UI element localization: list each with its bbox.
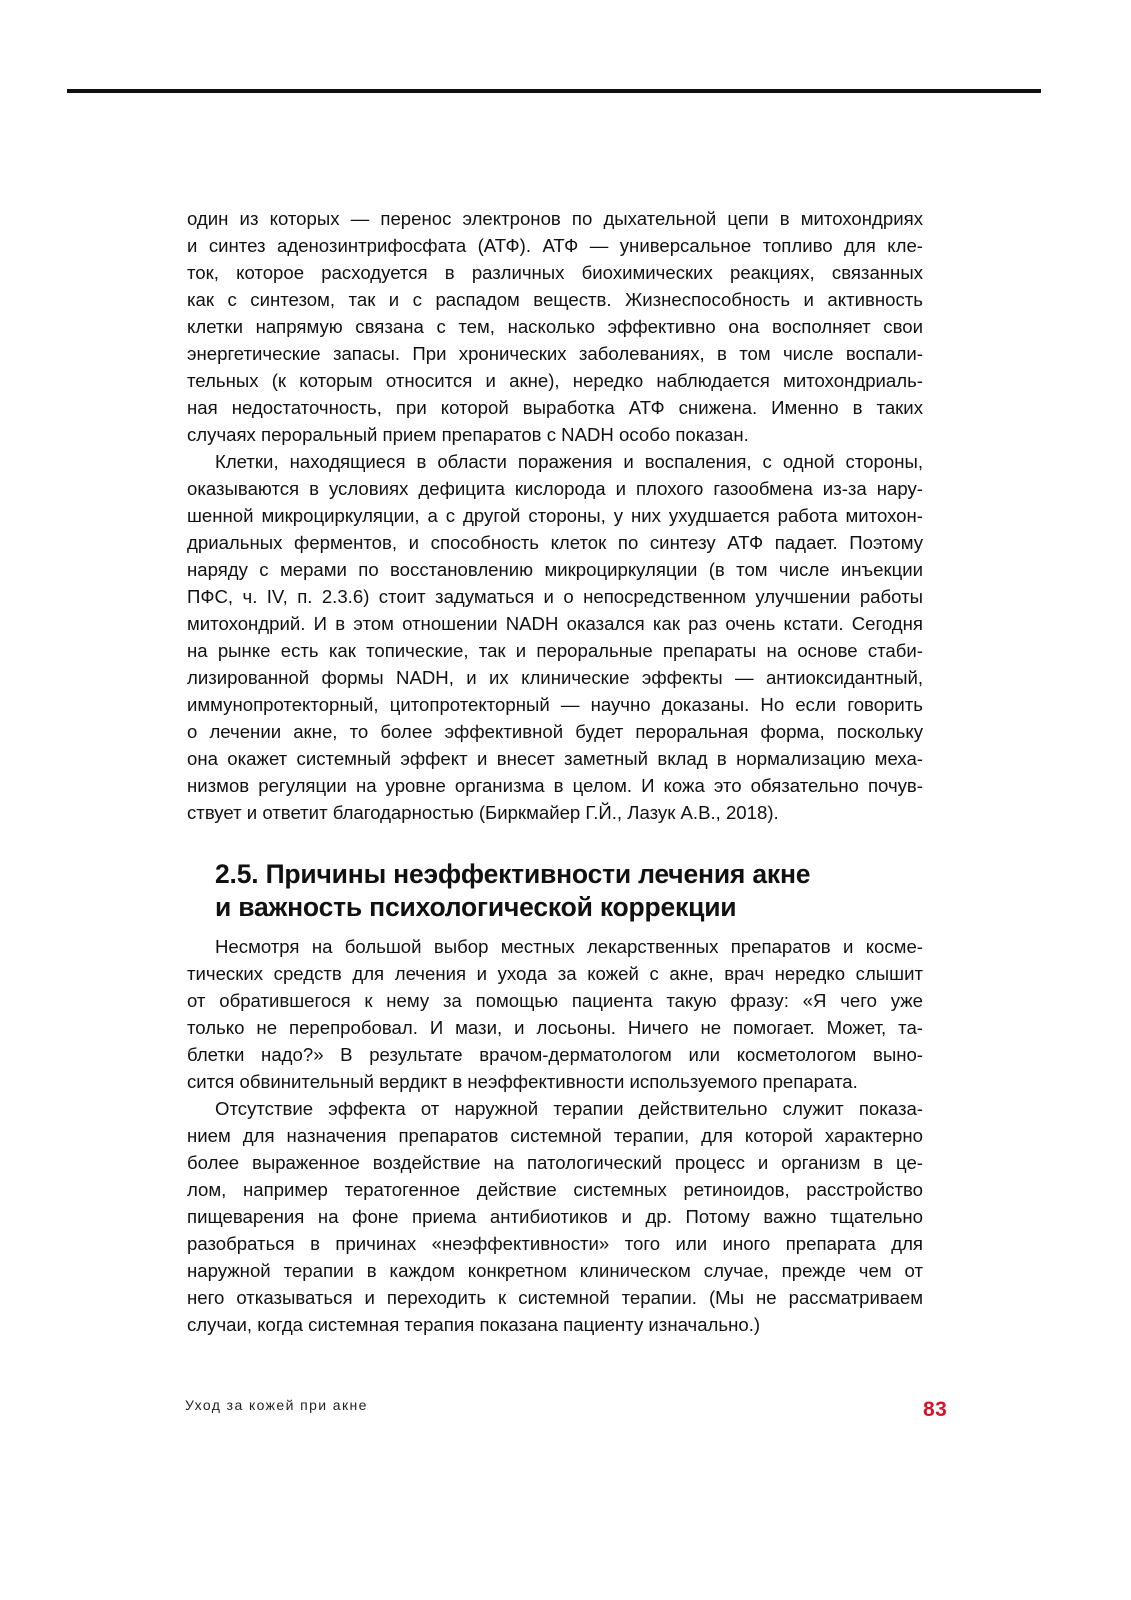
- text-line: один из которых — перенос электронов по дыхательной цепи в митохондриях: [187, 208, 923, 229]
- text-line: лизированной формы NADH, и их клинические эффекты — антиоксидантный,: [187, 667, 923, 688]
- text-line: ствует и ответит благодарностью (Биркмайер Г.Й., Лазук А.В., 2018).: [187, 802, 779, 823]
- text-line: от обратившегося к нему за помощью пациента такую фразу: «Я чего уже: [187, 990, 923, 1011]
- text-line: блетки надо?» В результате врачом-дерматологом или косметологом выно-: [187, 1044, 923, 1065]
- heading-line: и важность психологической коррекции: [215, 892, 737, 922]
- text-line: ток, которое расходуется в различных биохимических реакциях, связанных: [187, 262, 923, 283]
- text-line: сится обвинительный вердикт в неэффективности используемого препарата.: [187, 1071, 858, 1092]
- text-line: Несмотря на большой выбор местных лекарственных препаратов и косме-: [215, 936, 923, 957]
- section-paragraph-1: [187, 933, 923, 1095]
- text-line: случаи, когда системная терапия показана пациенту изначально.): [187, 1314, 761, 1335]
- text-line: нием для назначения препаратов системной терапии, для которой характерно: [187, 1125, 923, 1146]
- section-heading: [187, 858, 923, 924]
- text-line: митохондрий. И в этом отношении NADH оказался как раз очень кстати. Сегодня: [187, 613, 923, 634]
- text-line: на рынке есть как топические, так и пероральные препараты на основе стаби-: [187, 640, 923, 661]
- section-paragraph-2: [187, 1095, 923, 1338]
- text-line: клетки напрямую связана с тем, насколько эффективно она восполняет свои: [187, 316, 923, 337]
- body-paragraph-2: [187, 448, 923, 826]
- top-rule: [67, 89, 1041, 93]
- text-line: дриальных ферментов, и способность клеток по синтезу АТФ падает. Поэтому: [187, 532, 923, 553]
- page-content: [187, 205, 923, 1338]
- text-line: оказываются в условиях дефицита кислорода и плохого газообмена из-за нару-: [187, 478, 923, 499]
- text-line: наряду с мерами по восстановлению микроциркуляции (в том числе инъекции: [187, 559, 923, 580]
- heading-line: 2.5. Причины неэффективности лечения акне: [215, 859, 811, 889]
- text-line: иммунопротекторный, цитопротекторный — научно доказаны. Но если говорить: [187, 694, 923, 715]
- text-line: Клетки, находящиеся в области поражения и воспаления, с одной стороны,: [215, 451, 923, 472]
- text-line: Отсутствие эффекта от наружной терапии действительно служит показа-: [215, 1098, 923, 1119]
- text-line: шенной микроциркуляции, а с другой стороны, у них ухудшается работа митохон-: [187, 505, 923, 526]
- text-line: ПФС, ч. IV, п. 2.3.6) стоит задуматься и о непосредственном улучшении работы: [187, 586, 923, 607]
- text-line: пищеварения на фоне приема антибиотиков и др. Потому важно тщательно: [187, 1206, 923, 1227]
- text-line: тических средств для лечения и ухода за кожей с акне, врач нередко слышит: [187, 963, 923, 984]
- text-line: ная недостаточность, при которой выработка АТФ снижена. Именно в таких: [187, 397, 923, 418]
- text-line: него отказываться и переходить к системной терапии. (Мы не рассматриваем: [187, 1287, 923, 1308]
- text-line: о лечении акне, то более эффективной будет пероральная форма, поскольку: [187, 721, 923, 742]
- section-2-5: [187, 858, 923, 1338]
- text-line: случаях пероральный прием препаратов с NADH особо показан.: [187, 424, 749, 445]
- text-line: лом, например тератогенное действие системных ретиноидов, расстройство: [187, 1179, 923, 1200]
- text-line: более выраженное воздействие на патологический процесс и организм в це-: [187, 1152, 923, 1173]
- text-line: наружной терапии в каждом конкретном клиническом случае, прежде чем от: [187, 1260, 923, 1281]
- text-line: как с синтезом, так и с распадом веществ. Жизнеспособность и активность: [187, 289, 923, 310]
- text-line: она окажет системный эффект и внесет заметный вклад в нормализацию меха-: [187, 748, 923, 769]
- body-paragraph-1: [187, 205, 923, 448]
- text-line: и синтез аденозинтрифосфата (АТФ). АТФ — универсальное топливо для кле-: [187, 235, 923, 256]
- page-number: 83: [923, 1398, 948, 1421]
- text-line: только не перепробовал. И мази, и лосьоны. Ничего не помогает. Может, та-: [187, 1017, 923, 1038]
- text-line: низмов регуляции на уровне организма в целом. И кожа это обязательно почув-: [187, 775, 923, 796]
- text-line: тельных (к которым относится и акне), нередко наблюдается митохондриаль-: [187, 370, 923, 391]
- text-line: разобраться в причинах «неэффективности» того или иного препарата для: [187, 1233, 923, 1254]
- text-line: энергетические запасы. При хронических заболеваниях, в том числе воспали-: [187, 343, 923, 364]
- footer-book-title: Уход за кожей при акне: [185, 1397, 368, 1413]
